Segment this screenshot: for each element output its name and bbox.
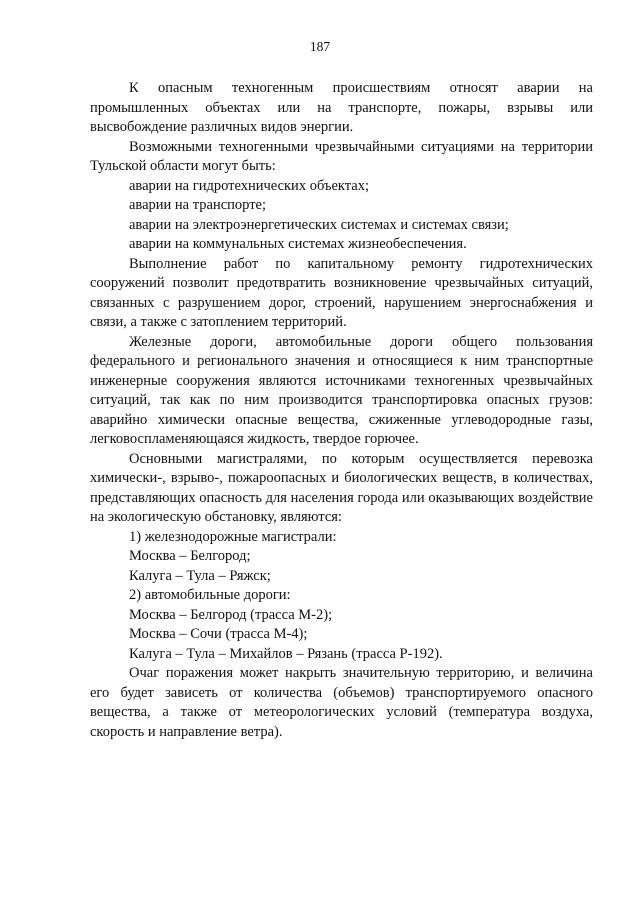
list-item: аварии на гидротехнических объектах; [129,177,369,194]
list-item: Москва – Сочи (трасса М-4); [129,626,308,642]
page-number: 187 [309,39,331,54]
list-item: аварии на транспорте; [129,197,267,213]
paragraph-roads: Железные дороги, автомобильные дороги общего пользования федерального и регионального значения и относящиеся к ним транспортные инженерные сооружения являются источниками техногенных чрезвычайных ситуаций, так как по ним производится транспортировка опасных грузов: аварийно химически опасные вещества, сжиженные углеводородные газы, легковоспламеняющаяся жидкость, твердое горючее. [90,333,593,447]
list-item: 2) автомобильные дороги: [129,587,291,603]
paragraph-main-routes: Основными магистралями, по которым осуществляется перевозка химически-, взрыво-, пожароопасных и биологических веществ, в количествах, представляющих опасность для населения города или оказывающих воздействие на экологическую обстановку, являются: [90,450,593,525]
paragraph-repair-works: Выполнение работ по капитальному ремонту гидротехнических сооружений позволит предотвратить возникновение чрезвычайных ситуаций, связанных с разрушением дорог, строений, нарушением энергоснабжения и связи, а также с затоплением территорий. [90,255,593,330]
list-item: Москва – Белгород (трасса М-2); [129,606,333,623]
list-item: Калуга – Тула – Михайлов – Рязань (трасса Р-192). [129,645,443,662]
list-item: Калуга – Тула – Ряжск; [129,567,271,584]
routes-list [129,528,593,665]
list-item: Москва – Белгород; [129,548,251,564]
list-item: аварии на коммунальных системах жизнеобеспечения. [129,236,467,252]
list-item: 1) железнодорожные магистрали: [129,528,337,545]
paragraph-possible-emergencies: Возможными техногенными чрезвычайными ситуациями на территории Тульской области могут быть: [90,138,593,174]
paragraph-affected-area: Очаг поражения может накрыть значительную территорию, и величина его будет зависеть от количества (объемов) транспортируемого опасного вещества, а также от метеорологических условий (температура воздуха, скорость и направление ветра). [90,665,593,740]
page-content [90,79,593,742]
paragraph-intro: К опасным техногенным происшествиям относят аварии на промышленных объектах или на транспорте, пожары, взрывы или высвобождение различных видов энергии. [90,80,593,135]
list-item: аварии на электроэнергетических системах и системах связи; [129,216,509,233]
emergency-list [129,177,593,255]
